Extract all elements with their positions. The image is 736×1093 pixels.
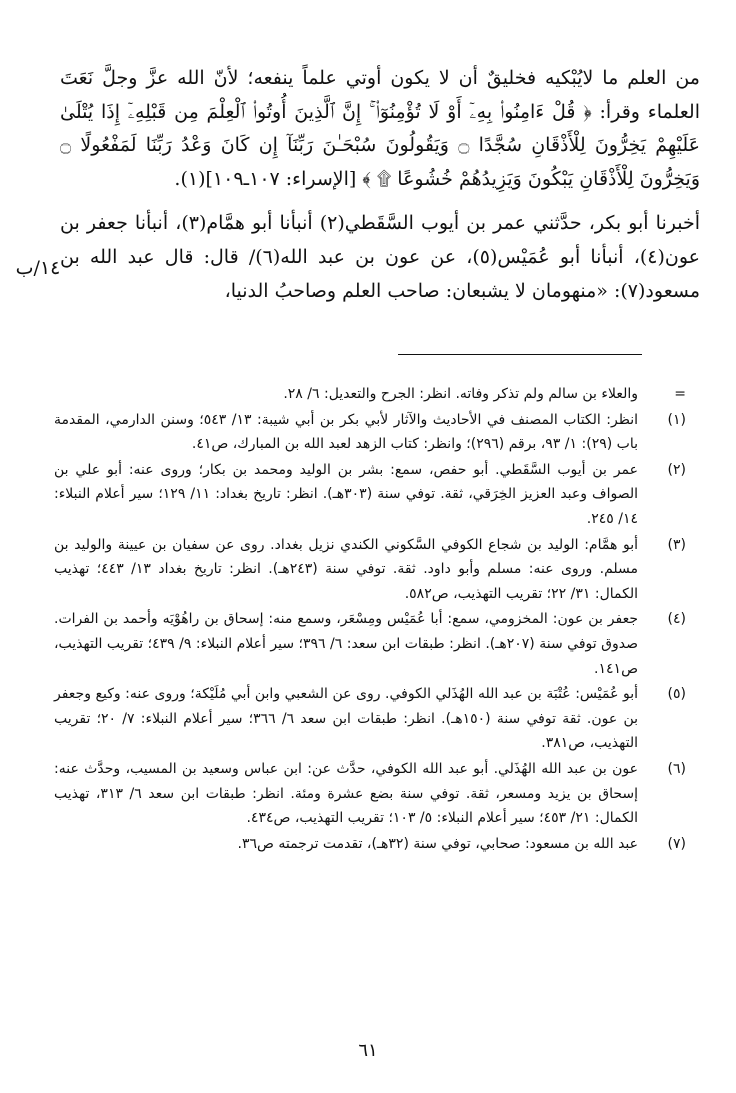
footnote-number: (٧) — [667, 835, 686, 852]
footnote-number: (٥) — [667, 686, 686, 703]
footnote-text: جعفر بن عون: المخزومي، سمع: أبا عُمَيْس ومِسْعَر، وسمع منه: إسحاق بن راهُوْيَه وأحمد بن الفرات. صدوق توفي سنة (٢٠٧هـ). انظر: طبقات ابن سعد: ٦/ ٣٩٦؛ سير أعلام النبلاء: ٩/ ٤٣٩؛ تقريب التهذيب، ص١٤١. — [54, 611, 639, 677]
folio-margin-note: ١٤/ب — [15, 257, 61, 279]
page-number: ٦١ — [358, 1040, 378, 1061]
main-paragraph-2: أخبرنا أبو بكر، حدَّثني عمر بن أيوب السَّقَطي(٢) أنبأنا أبو همَّام(٣)، أنبأنا جعفر بن عون(٤)، أنبأنا أبو عُمَيْس(٥)، عن عون بن عبد الله(٦)/ قال: قال عبد الله بن مسعود(٧): «منهومان لا يشبعان: صاحب العلم وصاحبُ الدنيا، — [60, 212, 700, 302]
footnote-text: عمر بن أيوب السَّقَطي. أبو حفص، سمع: بشر بن الوليد ومحمد بن بكار؛ وروى عنه: أبو علي بن الصواف وعبد العزيز الخِرَقي، ثقة. توفي سنة (٣٠٣هـ). انظر: تاريخ بغداد: ١١/ ١٢٩؛ سير أعلام النبلاء: ١٤/ ٢٤٥. — [54, 461, 638, 527]
footnote-marker: = — [674, 386, 686, 402]
footnote-1 — [54, 408, 686, 457]
main-text — [60, 62, 700, 308]
footnote-text: أبو همَّام: الوليد بن شجاع الكوفي السَّكوني الكندي نزيل بغداد. روى عن سفيان بن عيينة والوليد بن مسلم. وروى عنه: مسلم وأبو داود. ثقة. توفي سنة (٢٤٣هـ). انظر: تاريخ بغداد ١٣/ ٤٤٣؛ تهذيب الكمال: ٣١/ ٢٢؛ تقريب التهذيب، ص٥٨٢. — [54, 536, 639, 602]
footnote-number: (٦) — [667, 760, 686, 777]
footnote-2 — [54, 458, 686, 532]
footnote-continuation — [54, 382, 686, 407]
footnote-7 — [54, 832, 686, 857]
footnote-6 — [54, 757, 686, 831]
main-paragraph-1: من العلم ما لايُبْكيه فخليقٌ أن لا يكون أوتي علماً ينفعه؛ لأنّ الله عزَّ وجلَّ نَعَتَ العلماء وقرأ: ﴿ قُلْ ءَامِنُوا۟ بِهِۦٓ أَوْ لَا تُؤْمِنُوٓا۟ ۚ إِنَّ ٱلَّذِينَ أُوتُوا۟ ٱلْعِلْمَ مِن قَبْلِهِۦٓ إِذَا يُتْلَىٰ عَلَيْهِمْ يَخِرُّونَ لِلْأَذْقَانِ سُجَّدًا ۝ وَيَقُولُونَ سُبْحَـٰنَ رَبِّنَآ إِن كَانَ وَعْدُ رَبِّنَا لَمَفْعُولًا ۝ وَيَخِرُّونَ لِلْأَذْقَانِ يَبْكُونَ وَيَزِيدُهُمْ خُشُوعًا ۩ ﴾ [الإسراء: ١٠٧ـ١٠٩](١). — [60, 67, 700, 190]
footnote-text: انظر: الكتاب المصنف في الأحاديث والآثار لأبي بكر بن أبي شيبة: ١٣/ ٥٤٣؛ وسنن الدارمي، المقدمة باب (٢٩): ١/ ٩٣، برقم (٢٩٦)؛ وانظر: كتاب الزهد لعبد الله بن المبارك، ص٤١. — [54, 411, 639, 453]
footnote-number: (٢) — [667, 461, 686, 478]
footnotes — [54, 382, 686, 857]
footnote-text: والعلاء بن سالم ولم تذكر وفاته. انظر: الجرح والتعديل: ٦/ ٢٨. — [283, 386, 638, 402]
footnote-number: (٤) — [667, 611, 686, 628]
footnote-5 — [54, 682, 686, 756]
footnote-4 — [54, 607, 686, 681]
footnote-text: عون بن عبد الله الهُذَلي. أبو عبد الله الكوفي، حدَّث عن: ابن عباس وسعيد بن المسيب، وحدَّث عنه: إسحاق بن يزيد ومسعر، ثقة. توفي سنة بضع عشرة ومئة. انظر: طبقات ابن سعد ٦/ ٣١٣، تهذيب الكمال: ٢١/ ٤٥٣؛ سير أعلام النبلاء: ٥/ ١٠٣؛ تقريب التهذيب، ص٤٣٤. — [54, 760, 639, 827]
footnote-text: عبد الله بن مسعود: صحابي، توفي سنة (٣٢هـ)، تقدمت ترجمته ص٣٦. — [237, 835, 638, 852]
footnote-3 — [54, 533, 686, 607]
footnote-number: (٣) — [667, 536, 686, 553]
footnote-text: أبو عُمَيْس: عُتْبَة بن عبد الله الهُذَلي الكوفي. روى عن الشعبي وابن أبي مُلَيْكة؛ وروى عنه: وكيع وجعفر بن عون. ثقة توفي سنة (١٥٠هـ). انظر: طبقات ابن سعد ٦/ ٣٦٦؛ سير أعلام النبلاء: ٧/ ٢٠؛ تقريب التهذيب، ص٣٨١. — [54, 686, 639, 752]
footnote-number: (١) — [667, 411, 686, 428]
footnote-separator — [398, 354, 642, 355]
